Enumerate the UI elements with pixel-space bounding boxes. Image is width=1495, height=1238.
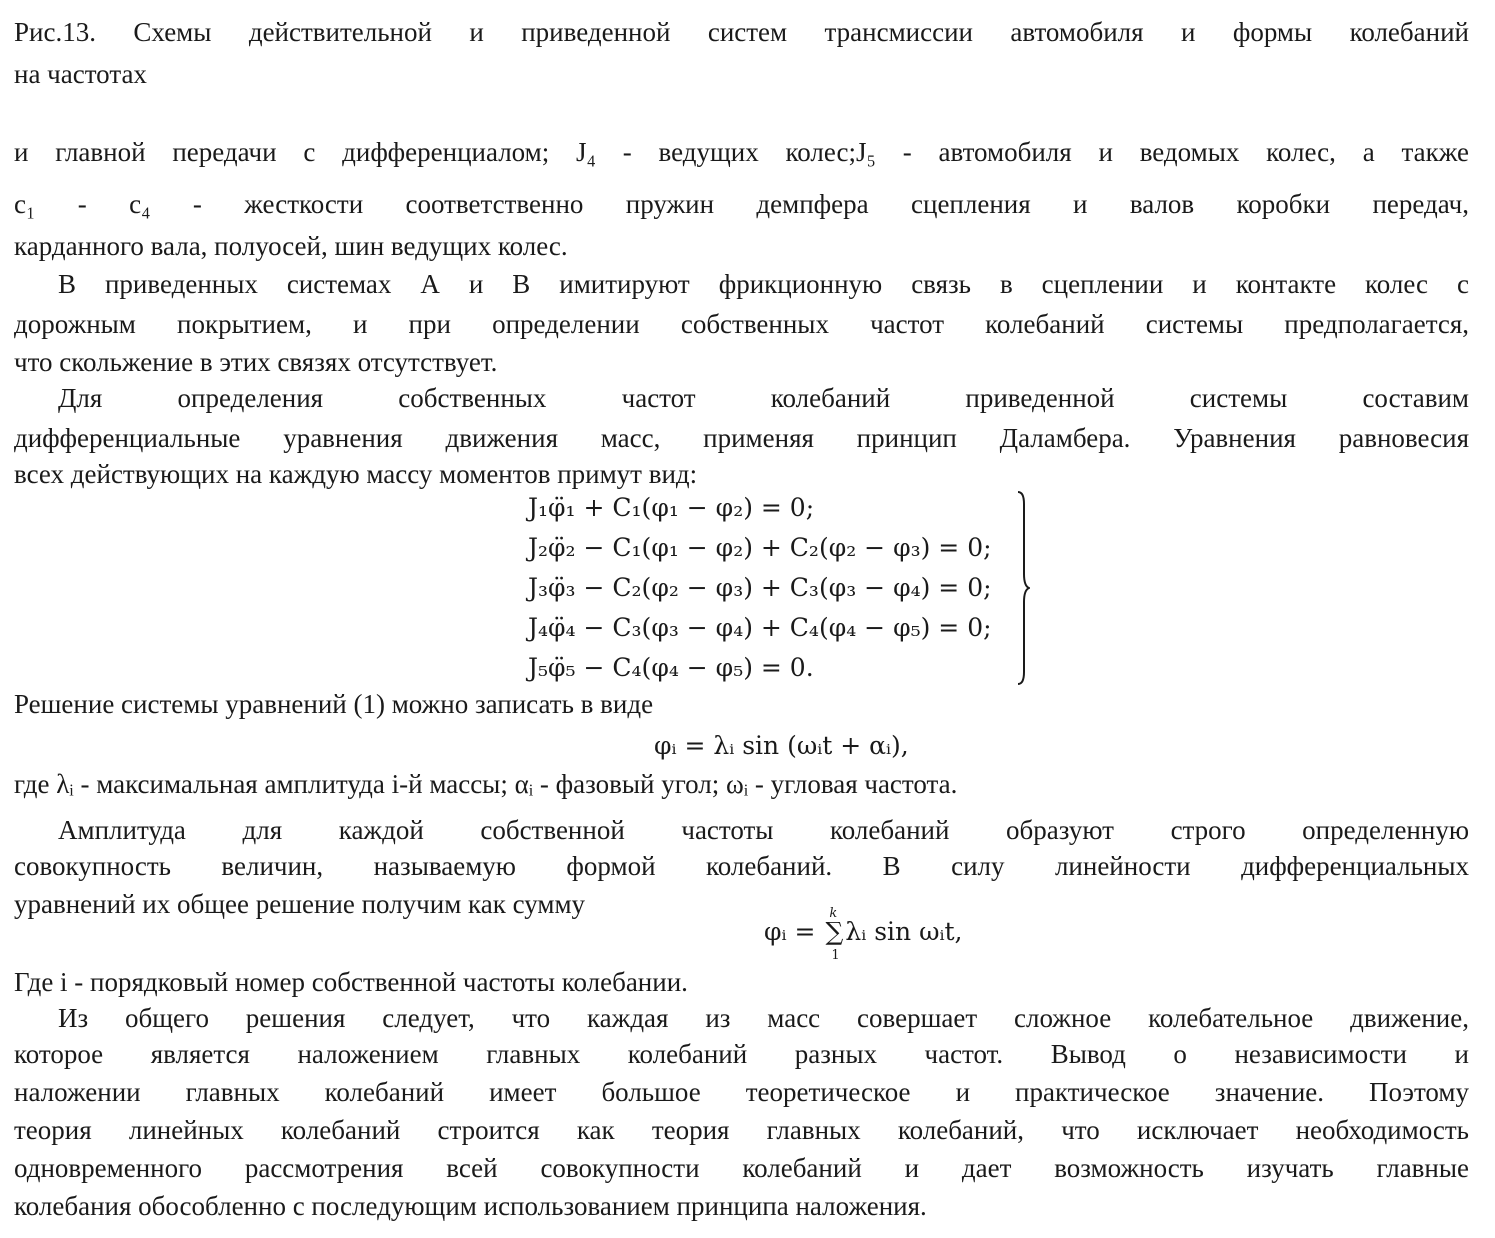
equation-3: J₃φ̈₃ − C₂(φ₂ − φ₃) + C₃(φ₃ − φ₄) = 0; <box>528 573 992 602</box>
paragraph-1-line-2: c₁ - c₄ - жесткости соответственно пружин демпфера сцепления и валов коробки передач, <box>14 189 1469 219</box>
paragraph-2-line-2: дорожным покрытием, и при определении собственных частот колебаний системы предполагается, <box>14 309 1469 339</box>
where-line: где λᵢ - максимальная амплитуда i-й массы; αᵢ - фазовый угол; ωᵢ - угловая частота. <box>14 769 958 799</box>
paragraph-3-line-1: Для определения собственных частот колебаний приведенной системы составим <box>58 383 1469 413</box>
summation-sign <box>823 906 845 963</box>
figure-caption-line-1: Рис.13. Схемы действительной и приведенной систем трансмиссии автомобиля и формы колебаний <box>14 17 1469 47</box>
paragraph-4-line-3: уравнений их общее решение получим как сумму <box>14 889 586 919</box>
sum-formula-rhs: λᵢ sin ωᵢt, <box>845 917 963 946</box>
paragraph-5-line-4: теория линейных колебаний строится как теория главных колебаний, что исключает необходимость <box>14 1115 1469 1145</box>
equation-system-brace <box>1016 490 1030 686</box>
summation-upper-limit: k <box>829 906 838 921</box>
figure-caption-line-2: на частотах <box>14 59 147 89</box>
summation-symbol: ∑ <box>825 917 844 946</box>
sum-formula <box>764 906 963 963</box>
equation-1: J₁φ̈₁ + C₁(φ₁ − φ₂) = 0; <box>528 493 815 522</box>
equation-2: J₂φ̈₂ − C₁(φ₁ − φ₂) + C₂(φ₂ − φ₃) = 0; <box>528 533 992 562</box>
solution-formula: φᵢ = λᵢ sin (ωᵢt + αᵢ), <box>654 731 909 760</box>
paragraph-5-line-1: Из общего решения следует, что каждая из масс совершает сложное колебательное движение, <box>58 1003 1469 1033</box>
paragraph-1-line-3: карданного вала, полуосей, шин ведущих колес. <box>14 231 568 261</box>
paragraph-1-line-1: и главной передачи с дифференциалом; J₄ - ведущих колес;J₅ - автомобиля и ведомых колес, а также <box>14 137 1469 167</box>
paragraph-5-line-5: одновременного рассмотрения всей совокупности колебаний и дает возможность изучать главные <box>14 1153 1469 1183</box>
paragraph-5-line-2: которое является наложением главных колебаний разных частот. Вывод о независимости и <box>14 1039 1469 1069</box>
equation-4: J₄φ̈₄ − C₃(φ₃ − φ₄) + C₄(φ₄ − φ₅) = 0; <box>528 613 992 642</box>
solution-intro: Решение системы уравнений (1) можно записать в виде <box>14 689 654 719</box>
equation-5: J₅φ̈₅ − C₄(φ₄ − φ₅) = 0. <box>528 653 814 682</box>
paragraph-2-line-3: что скольжение в этих связях отсутствует. <box>14 347 498 377</box>
index-line: Где i - порядковый номер собственной частоты колебании. <box>14 967 688 997</box>
paragraph-5-line-6: колебания обособленно с последующим использованием принципа наложения. <box>14 1191 927 1221</box>
paragraph-4-line-1: Амплитуда для каждой собственной частоты колебаний образуют строго определенную <box>58 815 1469 845</box>
summation-lower-limit: 1 <box>831 948 840 963</box>
paragraph-2-line-1: В приведенных системах А и В имитируют фрикционную связь в сцеплении и контакте колес с <box>58 269 1469 299</box>
paragraph-3-line-3: всех действующих на каждую массу моментов примут вид: <box>14 459 698 489</box>
sum-formula-lhs: φᵢ = <box>764 917 824 946</box>
paragraph-3-line-2: дифференциальные уравнения движения масс, применяя принцип Даламбера. Уравнения равновесия <box>14 423 1469 453</box>
paragraph-4-line-2: совокупность величин, называемую формой колебаний. В силу линейности дифференциальных <box>14 851 1469 881</box>
paragraph-5-line-3: наложении главных колебаний имеет большое теоретическое и практическое значение. Поэтому <box>14 1077 1469 1107</box>
